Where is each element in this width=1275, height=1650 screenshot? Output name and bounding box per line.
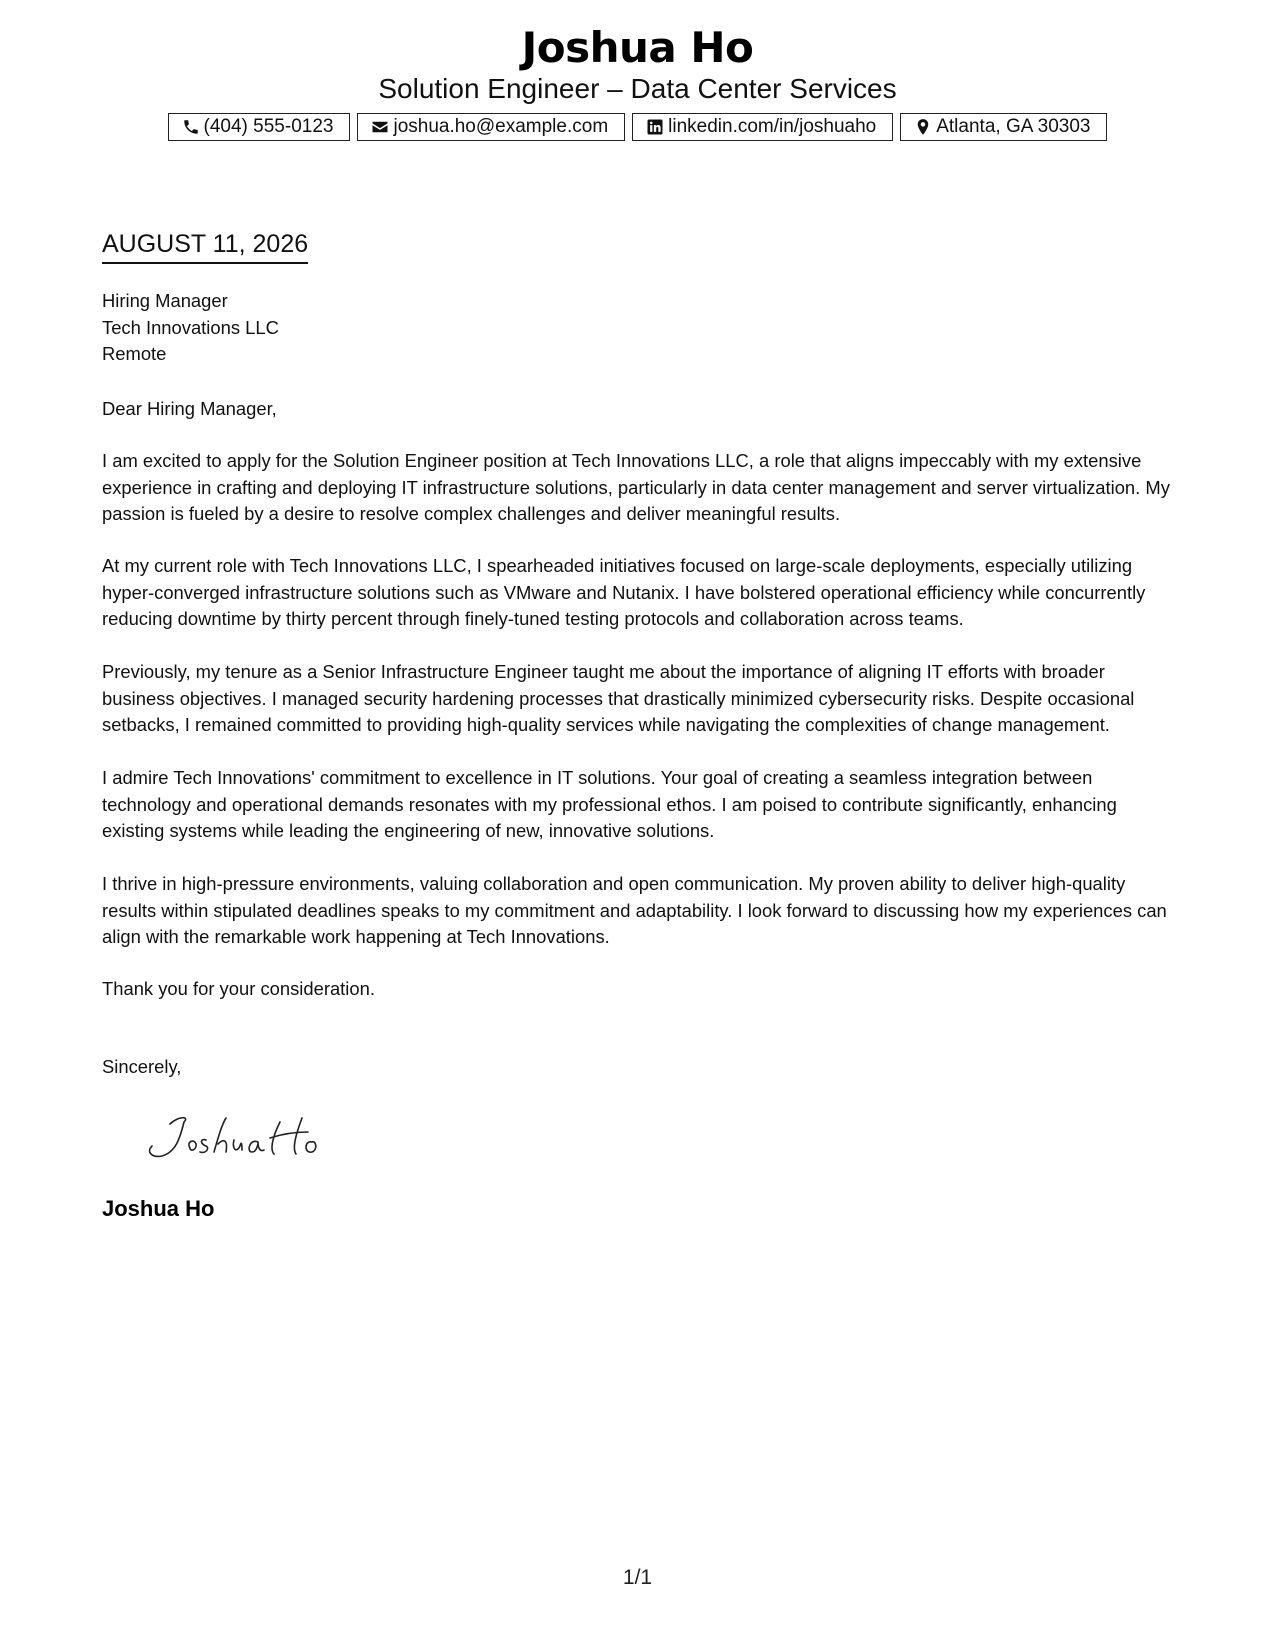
location-text: Atlanta, GA 30303 (936, 116, 1091, 137)
paragraph-text: At my current role with Tech Innovations LLC, I spearheaded initiatives focused on large-scale deployments, especially utilizing hyper-converged infrastructure solutions such as VMware and Nutanix. I have bolstered operational efficiency while concurrently reducing downtime by thirty percent through finely-tuned testing protocols and collaboration across teams. (102, 555, 1146, 629)
phone-text: (404) 555-0123 (203, 116, 334, 137)
recipient-block (102, 288, 1182, 368)
closing: Sincerely, (102, 1056, 182, 1077)
body-paragraph (102, 659, 1182, 739)
paragraph-text: Thank you for your consideration. (102, 978, 375, 999)
body-paragraph (102, 765, 1182, 845)
letter-header (0, 22, 1275, 106)
paragraph-text: Previously, my tenure as a Senior Infrastructure Engineer taught me about the importance of aligning IT efforts with broader business objectives. I managed security hardening processes that drastically minimized cybersecurity risks. Despite occasional setbacks, I remained committed to providing high-quality services while navigating the complexities of change management. (102, 661, 1135, 735)
handwritten-signature (140, 1108, 330, 1168)
body-paragraph (102, 553, 1182, 633)
contact-location[interactable] (900, 113, 1107, 141)
email-text: joshua.ho@example.com (393, 116, 609, 137)
recipient-line: Hiring Manager (102, 290, 228, 311)
map-pin-icon (914, 118, 932, 136)
paragraph-text: I thrive in high-pressure environments, valuing collaboration and open communication. My proven ability to deliver high-quality results within stipulated deadlines speaks to my commitment and adaptability. I look forward to discussing how my experiences can align with the remarkable work happening at Tech Innovations. (102, 873, 1167, 947)
letter-date: AUGUST 11, 2026 (102, 228, 308, 264)
recipient-line: Remote (102, 343, 167, 364)
paragraph-text: I am excited to apply for the Solution Engineer position at Tech Innovations LLC, a role that aligns impeccably with my extensive experience in crafting and deploying IT infrastructure solutions, particularly in data center management and server virtualization. My passion is fueled by a desire to resolve complex challenges and deliver meaningful results. (102, 450, 1170, 524)
contact-bar (0, 113, 1275, 141)
contact-email[interactable] (357, 113, 625, 141)
body-paragraph (102, 871, 1182, 951)
page-number: 1/1 (622, 1566, 653, 1589)
applicant-title: Solution Engineer – Data Center Services (378, 73, 897, 104)
recipient-line: Tech Innovations LLC (102, 316, 279, 338)
salutation: Dear Hiring Manager, (102, 398, 277, 419)
body-paragraph (102, 448, 1182, 528)
phone-icon (182, 118, 200, 136)
contact-linkedin[interactable] (632, 113, 893, 141)
signer-name: Joshua Ho (102, 1196, 215, 1221)
paragraph-text: I admire Tech Innovations' commitment to excellence in IT solutions. Your goal of creating a seamless integration between technology and operational demands resonates with my professional ethos. I am poised to contribute significantly, enhancing existing systems while leading the engineering of new, innovative solutions. (102, 767, 1117, 841)
envelope-icon (371, 118, 389, 136)
linkedin-icon (646, 118, 664, 136)
linkedin-text: linkedin.com/in/joshuaho (668, 116, 877, 137)
applicant-name: Joshua Ho (521, 23, 754, 72)
body-paragraph (102, 976, 1182, 1003)
contact-phone[interactable] (168, 113, 351, 141)
